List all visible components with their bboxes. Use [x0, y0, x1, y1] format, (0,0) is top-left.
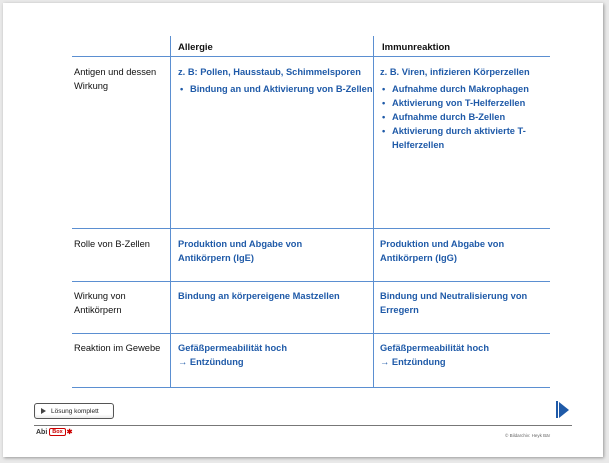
comparison-table: [72, 36, 550, 388]
row-label-b-zellen: Rolle von B-Zellen: [74, 239, 150, 249]
table-divider: [72, 228, 550, 229]
list-item: • Aktivierung von T-Helferzellen: [380, 96, 548, 110]
logo-box: Box: [49, 428, 65, 436]
cell-allergie-antigen: [178, 65, 373, 96]
table-divider: [72, 56, 550, 57]
bullet-list: [380, 82, 548, 152]
cell-line: → Entzündung: [178, 357, 244, 367]
slide: [3, 3, 603, 457]
header-allergie: Allergie: [178, 42, 213, 53]
abibox-logo: [36, 428, 73, 436]
bullet-list: [178, 82, 373, 96]
cell-line: Gefäßpermeabilität hoch: [178, 343, 288, 353]
next-bar[interactable]: [556, 401, 558, 418]
list-item: • Bindung an und Aktivierung von B-Zellen: [178, 82, 373, 96]
cell-immun-b-zellen: Produktion und Abgabe von Antikörpern (IgG): [380, 239, 505, 263]
cell-allergie-antikoerper: Bindung an körpereigene Mastzellen: [178, 291, 340, 301]
solution-button-label: Lösung komplett: [51, 407, 99, 415]
list-item: • Aufnahme durch B-Zellen: [380, 110, 548, 124]
row-label-antigen: Antigen und dessen Wirkung: [74, 67, 157, 91]
table-divider: [72, 281, 550, 282]
cell-allergie-b-zellen: Produktion und Abgabe von Antikörpern (IgE): [178, 239, 303, 263]
list-item: • Aufnahme durch Makrophagen: [380, 82, 548, 96]
next-arrow-icon[interactable]: [559, 402, 569, 418]
column-divider: [170, 36, 171, 388]
column-divider: [373, 36, 374, 388]
cell-immun-gewebe: [380, 341, 545, 369]
solution-complete-button[interactable]: [34, 403, 114, 419]
star-icon: ✱: [66, 429, 73, 436]
logo-text: Abi: [36, 428, 48, 436]
table-divider: [72, 333, 550, 334]
cell-line: → Entzündung: [380, 357, 446, 367]
cell-immun-antikoerper: Bindung und Neutralisierung von Erregern: [380, 291, 528, 315]
cell-intro: z. B: Pollen, Hausstaub, Schimmelsporen: [178, 67, 361, 77]
row-label-antikoerper: Wirkung von Antikörpern: [74, 291, 126, 315]
cell-intro: z. B. Viren, infizieren Körperzellen: [380, 67, 530, 77]
header-immunreaktion: Immunreaktion: [382, 42, 451, 53]
cell-immun-antigen: [380, 65, 548, 152]
cell-allergie-gewebe: [178, 341, 368, 369]
play-icon: [41, 408, 46, 414]
footer-divider: [34, 425, 572, 426]
list-item: • Aktivierung durch aktivierte T-Helferzellen: [380, 124, 548, 152]
table-divider: [72, 387, 550, 388]
image-credit: © Bildarchiv: Heyk Bär: [505, 433, 551, 438]
row-label-gewebe: Reaktion im Gewebe: [74, 343, 161, 353]
cell-line: Gefäßpermeabilität hoch: [380, 343, 490, 353]
